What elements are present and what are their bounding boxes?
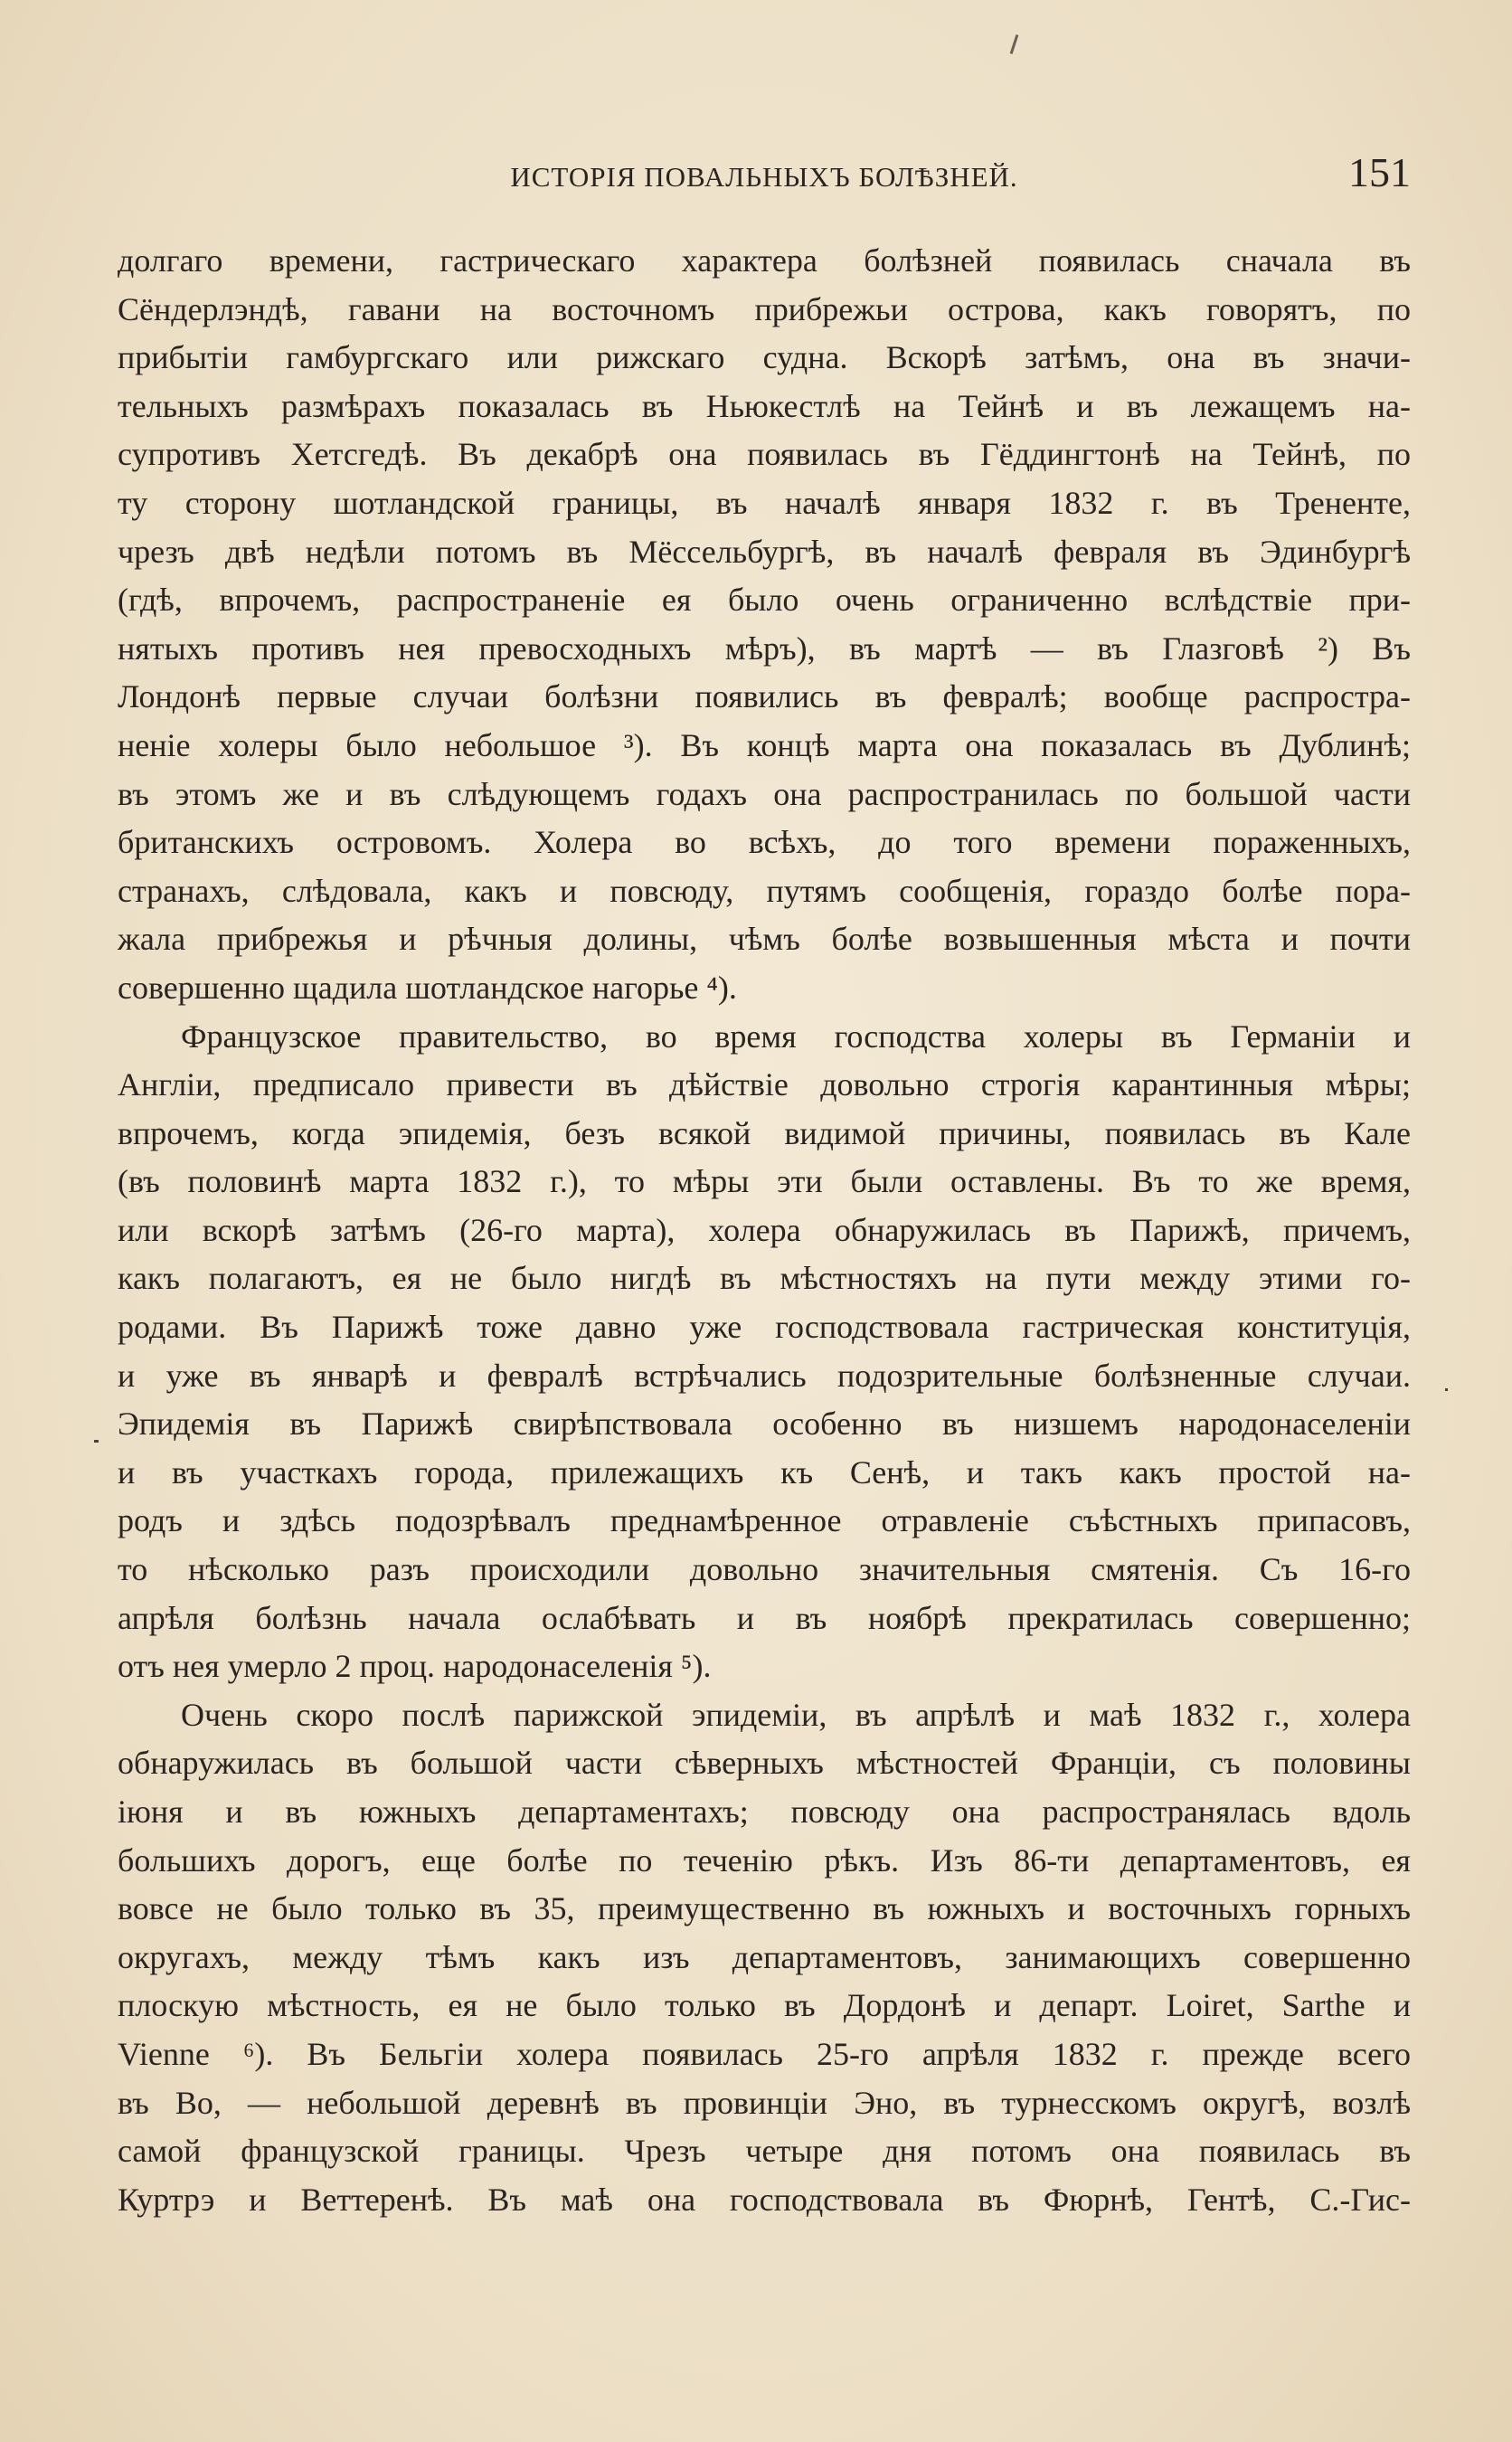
text-line: (въ половинѣ марта 1832 г.), то мѣры эти были оставлены. Въ то же время, bbox=[118, 1163, 1411, 1200]
text-line: долгаго времени, гастрическаго характера болѣзней появилась сначала въ bbox=[118, 242, 1411, 279]
text-line: странахъ, слѣдовала, какъ и повсюду, путямъ сообщенія, гораздо болѣе пора- bbox=[118, 872, 1411, 909]
text-line: въ Во, — небольшой деревнѣ въ провинціи Эно, въ турнесскомъ округѣ, возлѣ bbox=[118, 2084, 1411, 2121]
text-line: большихъ дорогъ, еще болѣе по теченію рѣкъ. Изъ 86-ти департаментовъ, ея bbox=[118, 1841, 1411, 1879]
text-line: іюня и въ южныхъ департаментахъ; повсюду она распространялась вдоль bbox=[118, 1794, 1411, 1830]
text-line: какъ полагаютъ, ея не было нигдѣ въ мѣстностяхъ на пути между этими го- bbox=[118, 1260, 1411, 1297]
text-line: вовсе не было только въ 35, преимущественно въ южныхъ и восточныхъ горныхъ bbox=[118, 1890, 1411, 1927]
text-line: прибытіи гамбургскаго или рижскаго судна. Вскорѣ затѣмъ, она въ значи- bbox=[118, 339, 1411, 376]
text-line: Англіи, предписало привести въ дѣйствіе довольно строгія карантинныя мѣры; bbox=[118, 1066, 1411, 1103]
text-line: плоскую мѣстность, ея не было только въ Дордонѣ и департ. Loiret, Sarthe и bbox=[118, 1987, 1411, 2024]
text-line: (гдѣ, впрочемъ, распространеніе ея было очень ограниченно вслѣдствіе при- bbox=[118, 582, 1411, 619]
text-line: то нѣсколько разъ происходили довольно значительныя смятенія. Съ 16-го bbox=[118, 1551, 1411, 1588]
text-line: супротивъ Хетсгедѣ. Въ декабрѣ она появилась въ Гёддингтонѣ на Тейнѣ, по bbox=[118, 436, 1411, 473]
text-line: Лондонѣ первые случаи болѣзни появились въ февралѣ; вообще распростра- bbox=[118, 678, 1411, 715]
text-line: совершенно щадила шотландское нагорье ⁴). bbox=[118, 969, 737, 1006]
text-line: апрѣля болѣзнь начала ослабѣвать и въ ноябрѣ прекратилась совершенно; bbox=[118, 1599, 1411, 1636]
page-number: 151 bbox=[1348, 149, 1411, 195]
text-line: или вскорѣ затѣмъ (26-го марта), холера обнаружилась въ Парижѣ, причемъ, bbox=[118, 1211, 1411, 1248]
text-line: неніе холеры было небольшое ³). Въ концѣ марта она показалась въ Дублинѣ; bbox=[118, 726, 1411, 763]
body-text bbox=[118, 237, 1411, 2224]
text-line: чрезъ двѣ недѣли потомъ въ Мёссельбургѣ, въ началѣ февраля въ Эдинбургѣ bbox=[118, 533, 1411, 570]
text-line: Сёндерлэндѣ, гавани на восточномъ прибрежьи острова, какъ говорятъ, по bbox=[118, 290, 1411, 327]
paragraph-first-line: Очень скоро послѣ парижской эпидеміи, въ апрѣлѣ и маѣ 1832 г., холера bbox=[181, 1696, 1411, 1733]
text-line: нятыхъ противъ нея превосходныхъ мѣръ), въ мартѣ — въ Глазговѣ ²) Въ bbox=[118, 629, 1411, 667]
text-line: самой французской границы. Чрезъ четыре дня потомъ она появилась въ bbox=[118, 2133, 1411, 2170]
text-line: ту сторону шотландской границы, въ началѣ января 1832 г. въ Трененте, bbox=[118, 484, 1411, 521]
text-line: британскихъ островомъ. Холера во всѣхъ, до того времени пораженныхъ, bbox=[118, 824, 1411, 861]
text-line: родами. Въ Парижѣ тоже давно уже господствовала гастрическая конституція, bbox=[118, 1309, 1411, 1346]
text-line: впрочемъ, когда эпидемія, безъ всякой видимой причины, появилась въ Кале bbox=[118, 1114, 1411, 1151]
text-line: и уже въ январѣ и февралѣ встрѣчались подозрительные болѣзненные случаи. bbox=[118, 1357, 1411, 1394]
text-line: Vienne ⁶). Въ Бельгіи холера появилась 25-го апрѣля 1832 г. прежде всего bbox=[118, 2035, 1411, 2072]
margin-ink-dot bbox=[94, 1440, 99, 1443]
margin-ink-dot bbox=[1445, 1388, 1448, 1391]
text-line: тельныхъ размѣрахъ показалась въ Ньюкестлѣ на Тейнѣ и въ лежащемъ на- bbox=[118, 387, 1411, 424]
text-line: Эпидемія въ Парижѣ свирѣпствовала особенно въ низшемъ народонаселеніи bbox=[118, 1406, 1411, 1443]
text-line: жала прибрежья и рѣчныя долины, чѣмъ болѣе возвышенныя мѣста и почти bbox=[118, 921, 1411, 958]
text-line: родъ и здѣсь подозрѣвалъ преднамѣренное отравленіе съѣстныхъ припасовъ, bbox=[118, 1502, 1411, 1539]
paragraph-first-line: Французское правительство, во время господства холеры въ Германіи и bbox=[181, 1018, 1411, 1055]
text-line: и въ участкахъ города, прилежащихъ къ Сенѣ, и такъ какъ простой на- bbox=[118, 1453, 1411, 1491]
stray-ink-mark bbox=[1010, 34, 1019, 54]
text-line: въ этомъ же и въ слѣдующемъ годахъ она распространилась по большой части bbox=[118, 775, 1411, 812]
page-header bbox=[118, 149, 1411, 206]
text-line: округахъ, между тѣмъ какъ изъ департаментовъ, занимающихъ совершенно bbox=[118, 1938, 1411, 1975]
running-title: ИСТОРІЯ ПОВАЛЬНЫХЪ БОЛѢЗНЕЙ. bbox=[510, 161, 1018, 193]
text-line: обнаружилась въ большой части сѣверныхъ мѣстностей Франціи, съ половины bbox=[118, 1745, 1411, 1782]
text-line: Куртрэ и Веттеренѣ. Въ маѣ она господствовала въ Фюрнѣ, Гентѣ, С.-Гис- bbox=[118, 2181, 1411, 2218]
text-line: отъ нея умерло 2 проц. народонаселенія ⁵). bbox=[118, 1648, 712, 1685]
